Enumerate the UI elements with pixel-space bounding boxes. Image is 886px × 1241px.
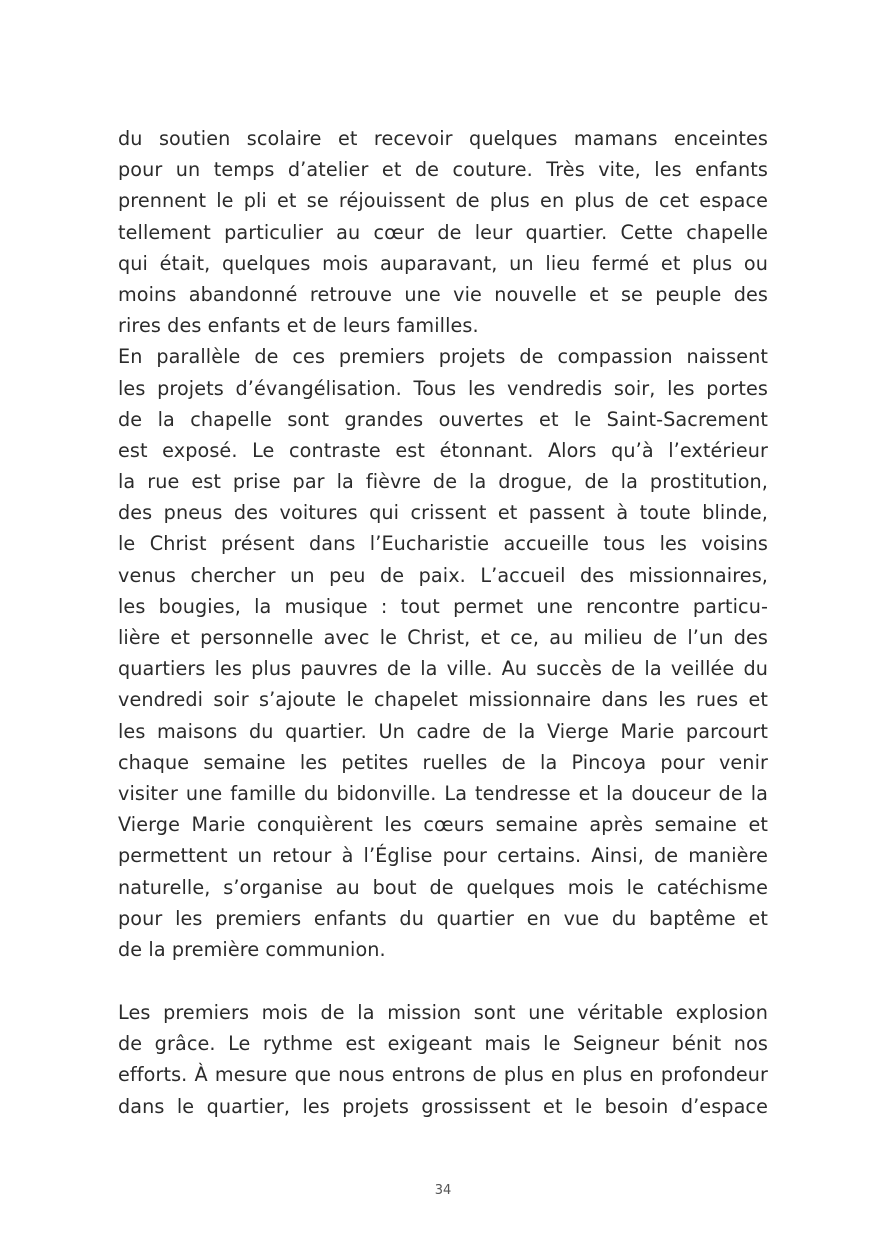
text-line: rires des enfants et de leurs familles. xyxy=(118,314,479,338)
text-line: pour un temps d’atelier et de couture. Très vite, les enfants xyxy=(118,158,768,182)
body-text-lower xyxy=(118,997,768,1122)
page-number: 34 xyxy=(434,1183,452,1198)
text-line: chaque semaine les petites ruelles de la Pincoya pour venir xyxy=(118,750,768,774)
text-line: naturelle, s’organise au bout de quelques mois le catéchisme xyxy=(118,875,768,899)
text-line: le Christ présent dans l’Eucharistie accueille tous les voisins xyxy=(118,532,768,556)
text-line: les bougies, la musique : tout permet une rencontre particu- xyxy=(118,594,768,618)
paragraph-1 xyxy=(118,123,768,341)
text-line: permettent un retour à l’Église pour certains. Ainsi, de manière xyxy=(118,844,768,868)
text-line: est exposé. Le contraste est étonnant. Alors qu’à l’extérieur xyxy=(118,438,768,462)
text-line: Les premiers mois de la mission sont une véritable explosion xyxy=(118,1001,768,1024)
text-line: de la chapelle sont grandes ouvertes et le Saint-Sacrement xyxy=(118,407,768,431)
text-line: En parallèle de ces premiers projets de compassion naissent xyxy=(118,345,768,369)
text-line: Vierge Marie conquièrent les cœurs semaine après semaine et xyxy=(118,813,768,837)
text-line: visiter une famille du bidonville. La tendresse et la douceur de la xyxy=(118,781,768,805)
text-line: pour les premiers enfants du quartier en vue du baptême et xyxy=(118,906,768,930)
text-line: vendredi soir s’ajoute le chapelet missionnaire dans les rues et xyxy=(118,688,768,712)
text-line: de la première communion. xyxy=(118,937,386,961)
text-line: quartiers les plus pauvres de la ville. Au succès de la veillée du xyxy=(118,657,768,681)
paragraph-2 xyxy=(118,341,768,965)
text-line: les projets d’évangélisation. Tous les vendredis soir, les portes xyxy=(118,376,768,400)
text-line: prennent le pli et se réjouissent de plus en plus de cet espace xyxy=(118,189,768,213)
text-line: la rue est prise par la fièvre de la drogue, de la prostitution, xyxy=(118,470,768,494)
text-line: dans le quartier, les projets grossissent et le besoin d’espace xyxy=(118,1094,768,1118)
text-line: du soutien scolaire et recevoir quelques mamans enceintes xyxy=(118,127,768,150)
text-line: venus chercher un peu de paix. L’accueil des missionnaires, xyxy=(118,563,768,587)
text-line: lière et personnelle avec le Christ, et ce, au milieu de l’un des xyxy=(118,626,768,649)
text-line: efforts. À mesure que nous entrons de plus en plus en profondeur xyxy=(118,1063,768,1087)
text-line: tellement particulier au cœur de leur quartier. Cette chapelle xyxy=(118,220,768,244)
body-text-upper xyxy=(118,123,768,965)
text-line: les maisons du quartier. Un cadre de la Vierge Marie parcourt xyxy=(118,719,768,743)
text-line: qui était, quelques mois auparavant, un lieu fermé et plus ou xyxy=(118,251,768,275)
text-line: de grâce. Le rythme est exigeant mais le Seigneur bénit nos xyxy=(118,1032,768,1056)
text-line: moins abandonné retrouve une vie nouvelle et se peuple des xyxy=(118,282,768,306)
paragraph-3 xyxy=(118,997,768,1122)
text-line: des pneus des voitures qui crissent et passent à toute blinde, xyxy=(118,501,768,525)
